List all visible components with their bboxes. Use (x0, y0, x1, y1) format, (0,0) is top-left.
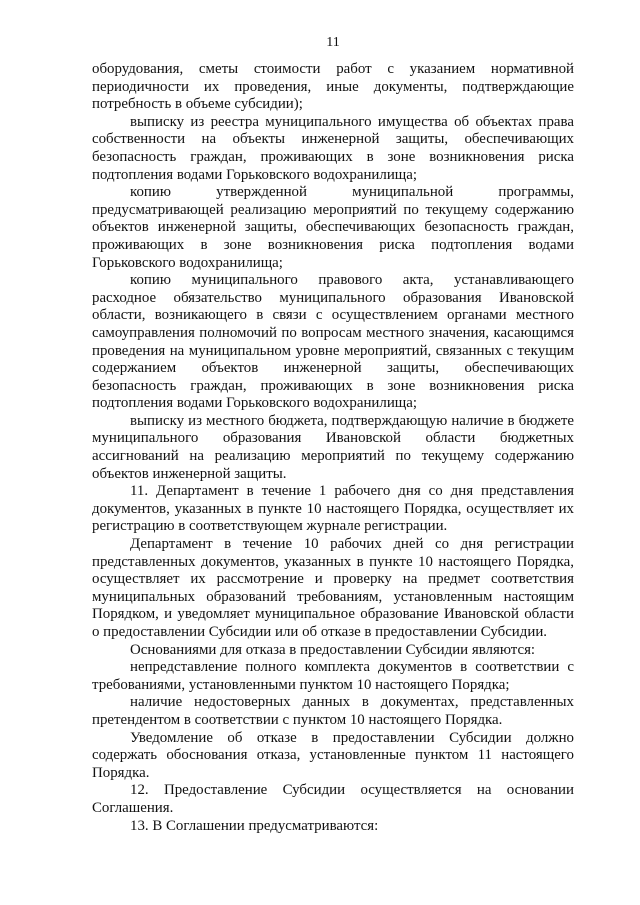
paragraph: 13. В Соглашении предусматриваются: (130, 817, 379, 834)
paragraph: наличие недостоверных данных в документах, представленных претендентом в соответствии с пунктом 10 настоящего Порядка. (92, 694, 574, 728)
page-number: 11 (326, 35, 340, 50)
document-page (92, 34, 574, 874)
paragraph: копию муниципального правового акта, устанавливающего расходное обязательство муниципального образования Ивановской области, возникающего в связи с осуществлением органами местного самоуправления полномочий по вопросам местного значения, касающимся проведения на муниципальном уровне мероприятий, связанных с текущим содержанием объектов инженерной защиты, обеспечивающих безопасность граждан, проживающих в зоне возникновения риска подтопления водами Горьковского водохранилища; (92, 272, 574, 412)
paragraph: Департамент в течение 10 рабочих дней со дня регистрации представленных документов, указанных в пункте 10 настоящего Порядка, осуществляет их рассмотрение и проверку на предмет соответствия муниципальных образований требованиям, установленным настоящим Порядком, и уведомляет муниципальное образование Ивановской области о предоставлении Субсидии или об отказе в предоставлении Субсидии. (92, 536, 574, 640)
paragraph: непредставление полного комплекта документов в соответствии с требованиями, установленными пунктом 10 настоящего Порядка; (92, 659, 574, 693)
paragraph: копию утвержденной муниципальной программы, предусматривающей реализацию мероприятий по текущему содержанию объектов инженерной защиты, обеспечивающих безопасность граждан, проживающих в зоне возникновения риска подтопления водами Горьковского водохранилища; (92, 184, 574, 271)
paragraph: оборудования, сметы стоимости работ с указанием нормативной периодичности их проведения, иные документы, подтверждающие потребность в объеме субсидии); (92, 61, 574, 113)
paragraph: Основаниями для отказа в предоставлении Субсидии являются: (130, 641, 536, 658)
paragraph: 11. Департамент в течение 1 рабочего дня со дня представления документов, указанных в пункте 10 настоящего Порядка, осуществляет их регистрацию в соответствующем журнале регистрации. (92, 483, 574, 535)
paragraph: выписку из реестра муниципального имущества об объектах права собственности на объекты инженерной защиты, обеспечивающих безопасность граждан, проживающих в зоне возникновения риска подтопления водами Горьковского водохранилища; (92, 113, 574, 183)
paragraph: 12. Предоставление Субсидии осуществляется на основании Соглашения. (92, 782, 574, 816)
paragraph: Уведомление об отказе в предоставлении Субсидии должно содержать обоснования отказа, установленные пунктом 11 настоящего Порядка. (92, 729, 574, 781)
paragraph: выписку из местного бюджета, подтверждающую наличие в бюджете муниципального образования Ивановской области бюджетных ассигнований на реализацию мероприятий по текущему содержанию объектов инженерной защиты. (92, 412, 574, 482)
